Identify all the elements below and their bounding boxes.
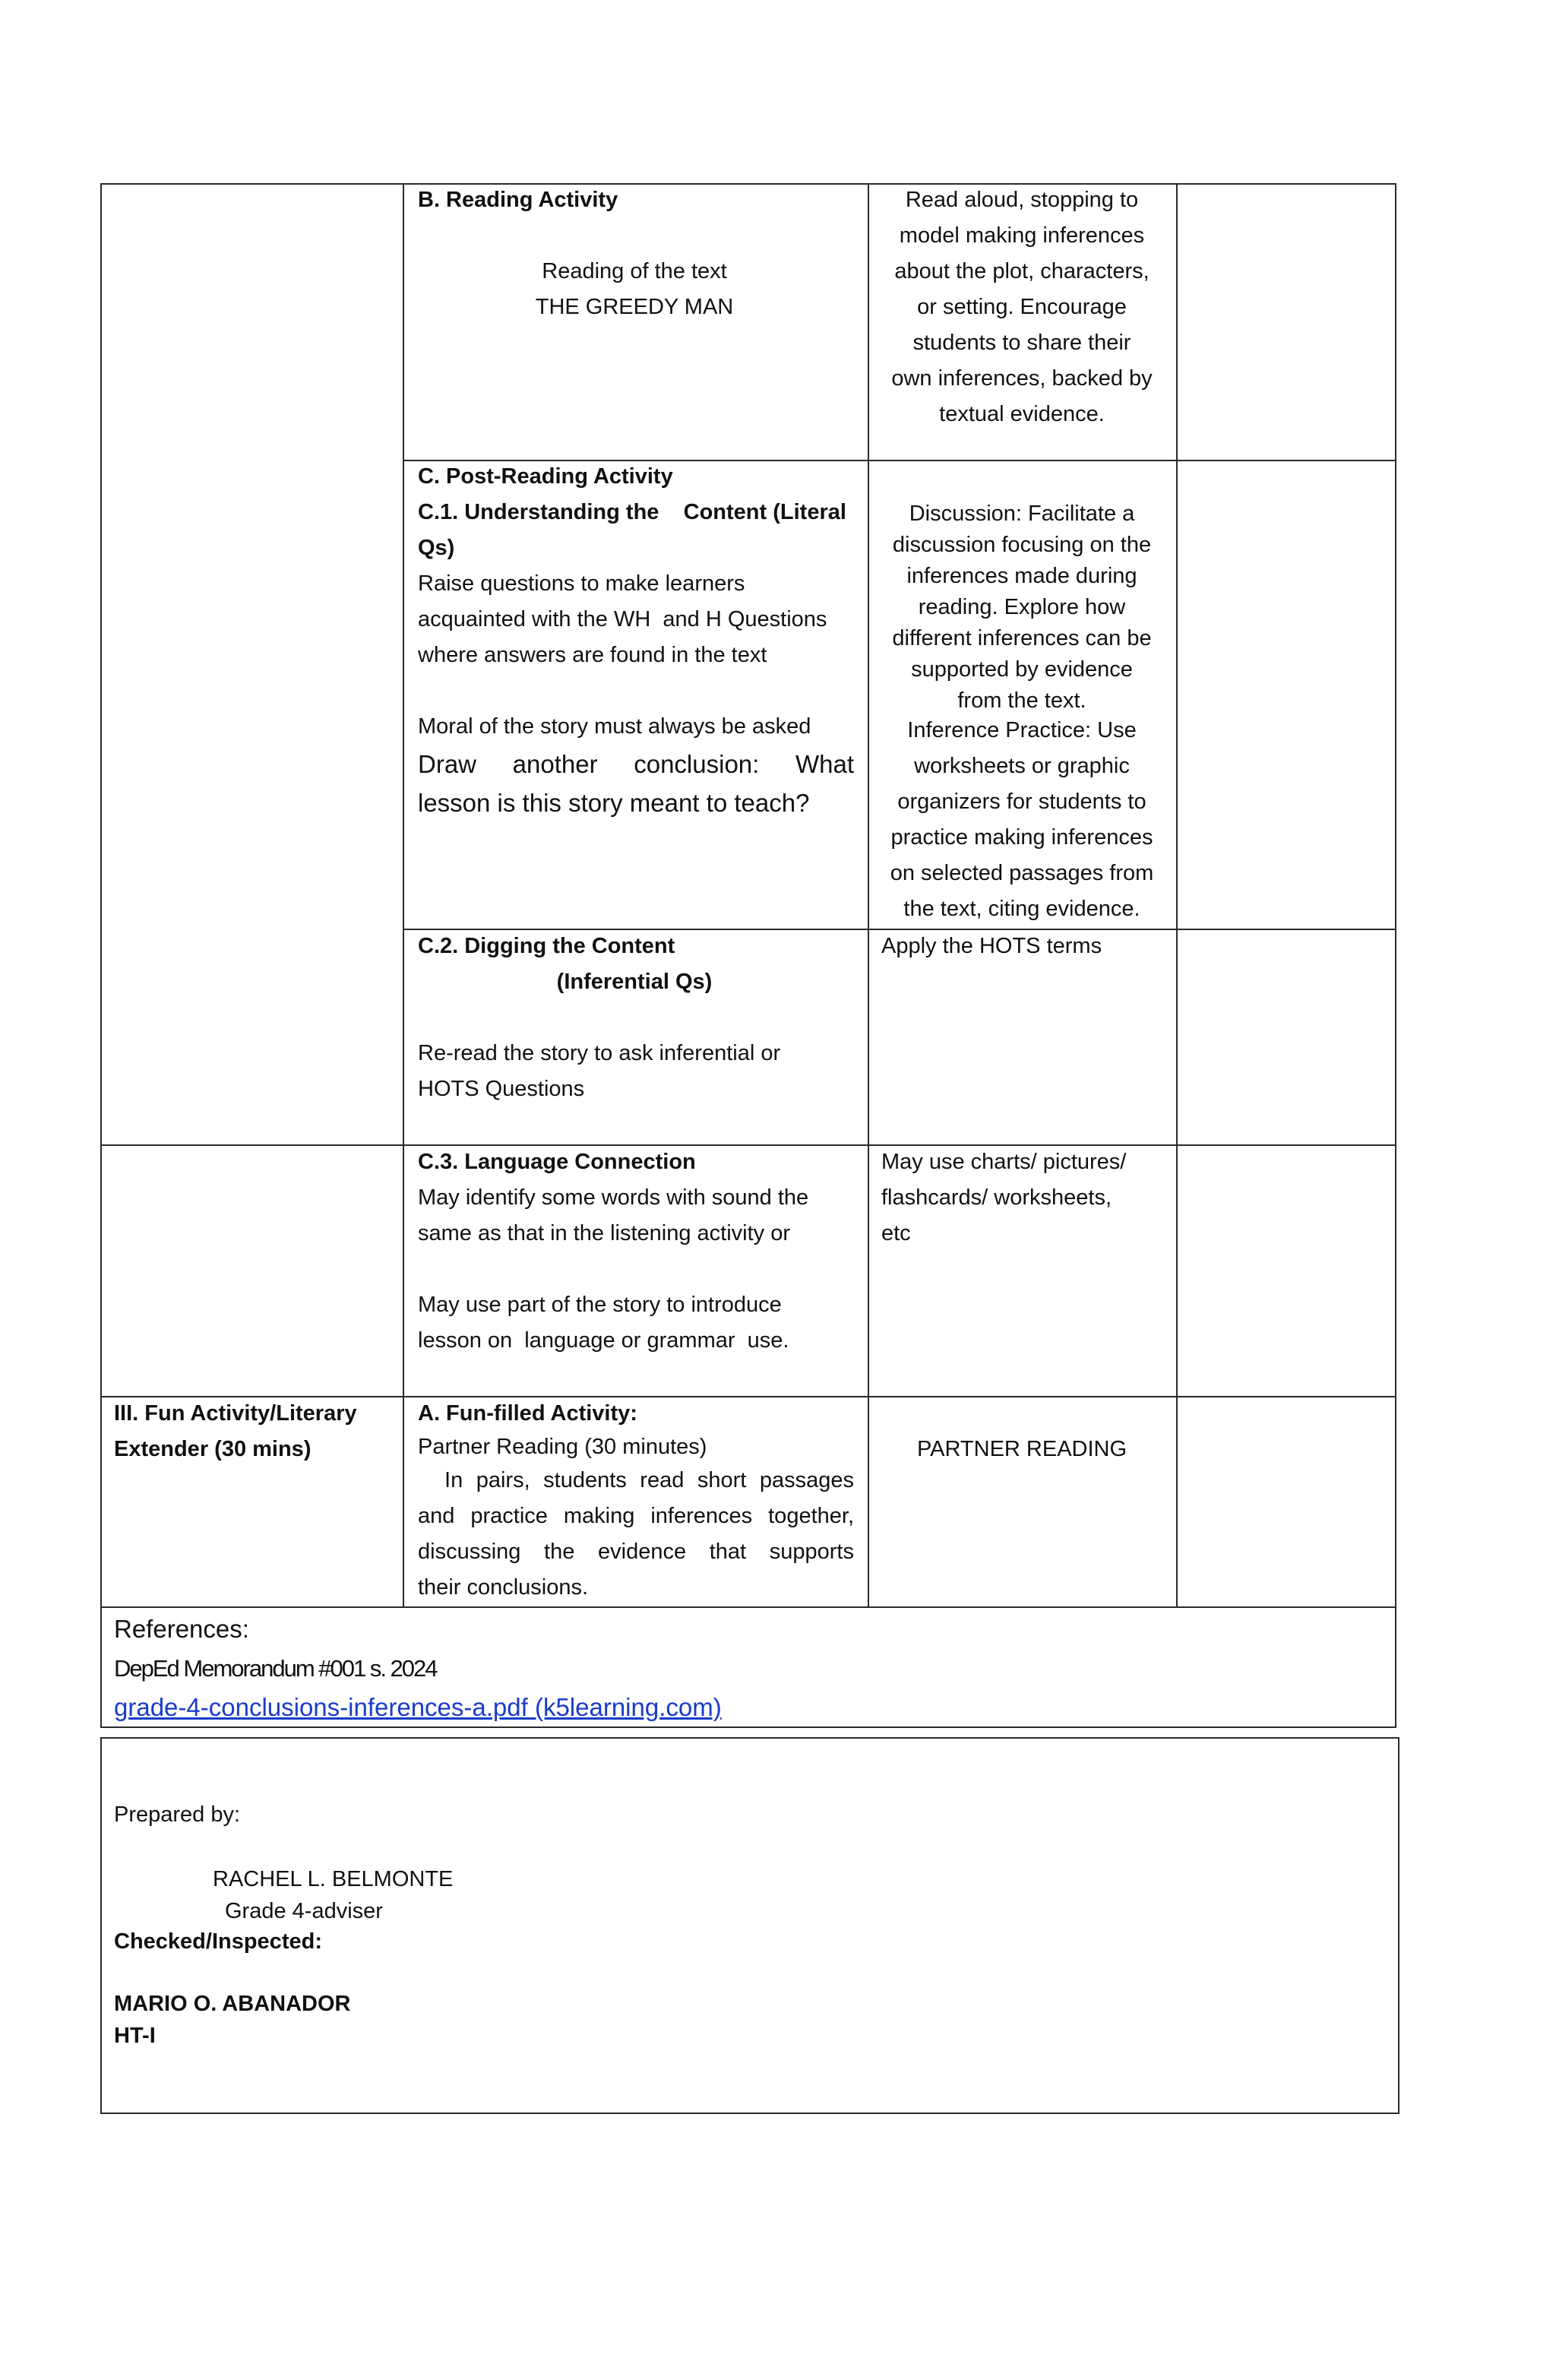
note-line: inferences made during <box>906 564 1137 588</box>
digging-content-heading: C.2. Digging the Content <box>418 934 675 958</box>
note-line: textual evidence. <box>939 402 1105 426</box>
fun-activity-line <box>418 1463 854 1499</box>
fun-activity-line: and practice making inferences together, <box>418 1504 854 1528</box>
note-line: model making inferences <box>899 223 1145 248</box>
language-connection-cell <box>418 1144 859 1359</box>
note-line: Inference Practice: Use <box>907 718 1137 742</box>
fun-activity-label-line: Extender (30 mins) <box>114 1437 312 1461</box>
preparer-block <box>213 1863 453 1927</box>
note-line: on selected passages from <box>890 861 1154 885</box>
story-title: THE GREEDY MAN <box>535 295 734 319</box>
reading-activity-heading: B. Reading Activity <box>418 188 618 212</box>
table-border-right <box>1395 183 1396 1728</box>
references-label: References: <box>114 1615 249 1643</box>
digging-content-cell <box>418 929 859 1107</box>
note-line: from the text. <box>957 688 1086 713</box>
para-line: May identify some words with sound the <box>418 1185 809 1210</box>
checked-by-label: Checked/Inspected: <box>114 1929 322 1954</box>
references-cell <box>114 1609 1390 1726</box>
para-line: acquainted with the WH and H Questions <box>418 607 827 631</box>
note-line: or setting. Encourage <box>917 295 1127 319</box>
fun-activity-note: PARTNER READING <box>916 1437 1127 1461</box>
reference-link[interactable]: grade-4-conclusions-inferences-a.pdf (k5learning.com) <box>114 1693 722 1721</box>
para-line: where answers are found in the text <box>418 643 767 667</box>
para-line: lesson on language or grammar use. <box>418 1328 789 1353</box>
reading-activity-line: Reading of the text <box>542 259 727 283</box>
table-border-left <box>100 183 102 1728</box>
literal-qs-heading: C.1. Understanding the Content (Literal <box>418 500 846 524</box>
post-reading-notes <box>874 498 1170 717</box>
checker-block <box>114 1988 350 2052</box>
fun-activity-sub: Partner Reading (30 minutes) <box>418 1435 707 1459</box>
column-divider <box>1176 183 1178 1608</box>
reading-activity-notes <box>874 182 1170 432</box>
post-reading-cell <box>418 459 857 822</box>
note-line: own inferences, backed by <box>891 366 1153 391</box>
post-reading-heading: C. Post-Reading Activity <box>418 464 673 489</box>
para-line: Re-read the story to ask inferential or <box>418 1041 781 1065</box>
fun-activity-line: discussing the evidence that supports <box>418 1540 854 1564</box>
note-line: flashcards/ worksheets, <box>881 1185 1112 1210</box>
moral-line: Moral of the story must always be asked <box>418 714 811 739</box>
deped-memo: DepEd Memorandum #001 s. 2024 <box>114 1655 437 1682</box>
note-line: Discussion: Facilitate a <box>909 502 1135 526</box>
fun-activity-heading: A. Fun-filled Activity: <box>418 1401 637 1426</box>
fun-activity-text: In pairs, students read short passages <box>444 1468 854 1492</box>
note-line: students to share their <box>912 331 1131 355</box>
note-line: practice making inferences <box>890 825 1153 850</box>
language-connection-notes <box>881 1144 1170 1252</box>
note-line: organizers for students to <box>897 790 1146 814</box>
language-connection-heading: C.3. Language Connection <box>418 1150 696 1174</box>
note-line: May use charts/ pictures/ <box>881 1150 1127 1174</box>
digging-content-note: Apply the HOTS terms <box>881 934 1102 958</box>
table-border-bottom <box>100 1726 1396 1728</box>
note-line: reading. Explore how <box>918 595 1126 619</box>
preparer-role: Grade 4-adviser <box>225 1899 383 1923</box>
para-line: HOTS Questions <box>418 1077 585 1101</box>
note-line: about the plot, characters, <box>894 259 1150 283</box>
row-divider <box>100 1606 1396 1608</box>
reading-activity-cell <box>418 182 859 325</box>
fun-activity-label-line: III. Fun Activity/Literary <box>114 1401 357 1426</box>
checker-role: HT-I <box>114 2024 156 2048</box>
column-divider <box>403 183 404 1608</box>
fun-activity-line: their conclusions. <box>418 1575 589 1600</box>
preparer-name: RACHEL L. BELMONTE <box>213 1867 454 1891</box>
note-line: supported by evidence <box>911 657 1133 682</box>
checker-name: MARIO O. ABANADOR <box>114 1992 351 2016</box>
inferential-qs-heading: (Inferential Qs) <box>556 970 713 994</box>
note-line: discussion focusing on the <box>892 533 1152 557</box>
para-line: Raise questions to make learners <box>418 571 745 596</box>
column-divider <box>868 183 869 1608</box>
prepared-by-label: Prepared by: <box>114 1802 241 1827</box>
fun-activity-cell <box>418 1396 859 1606</box>
draw-conclusion-line: lesson is this story meant to teach? <box>418 789 810 817</box>
inference-practice-notes <box>874 713 1170 927</box>
note-line: different inferences can be <box>892 626 1152 650</box>
fun-activity-label <box>114 1396 399 1467</box>
literal-qs-heading-cont: Qs) <box>418 536 455 560</box>
draw-conclusion-line: Draw another conclusion: What <box>418 750 854 778</box>
note-line: Read aloud, stopping to <box>905 188 1139 212</box>
note-line: etc <box>881 1221 911 1245</box>
note-line: worksheets or graphic <box>914 754 1130 778</box>
para-line: same as that in the listening activity or <box>418 1221 791 1245</box>
note-line: the text, citing evidence. <box>903 897 1140 921</box>
para-line: May use part of the story to introduce <box>418 1293 782 1317</box>
